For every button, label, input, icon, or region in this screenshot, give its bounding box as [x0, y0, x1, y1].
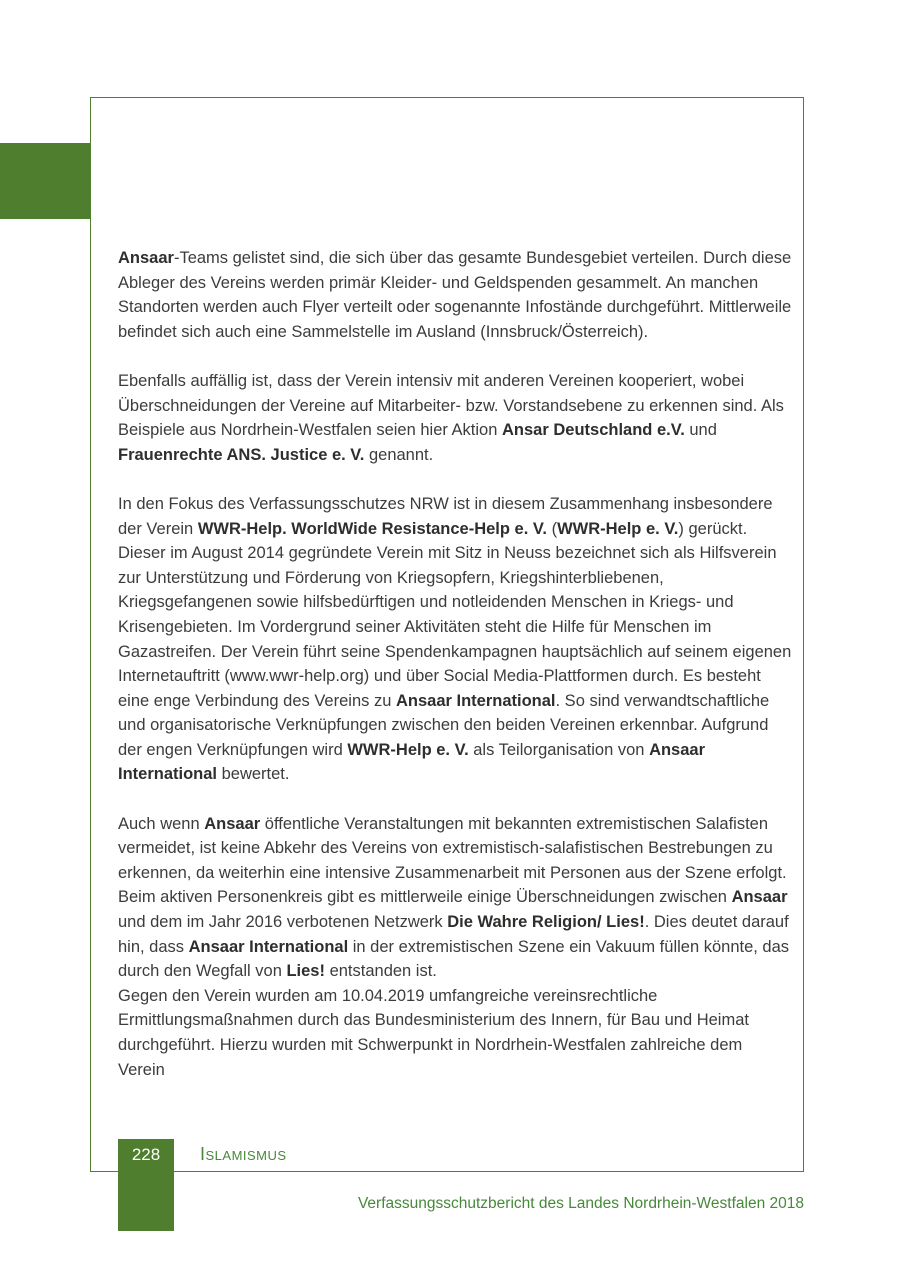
page-number: 228: [131, 1145, 161, 1164]
page-number-badge: [118, 1139, 174, 1231]
report-footer: Verfassungsschutzbericht des Landes Nordrhein-Westfalen 2018: [357, 1195, 804, 1212]
section-label: Islamismus: [200, 1144, 287, 1164]
chapter-side-tab: [0, 143, 90, 219]
paragraph: In den Fokus des Verfassungsschutzes NRW ist in diesem Zusammenhang insbesondere der Verein WWR-Help. WorldWide Resistance-Help e. V. (WWR-Help e. V.) gerückt. Dieser im August 2014 gegründete Verein mit Sitz in Neuss bezeichnet sich als Hilfsverein zur Unterstützung und Förderung von Kriegsopfern, Kriegshinterbliebenen, Kriegsgefangenen sowie hilfsbedürftigen und notleidenden Menschen in Kriegs- und Krisengebieten. Im Vordergrund seiner Aktivitäten steht die Hilfe für Menschen im Gazastreifen. Der Verein führt seine Spendenkampagnen hauptsächlich auf seinem eigenen Internetauftritt (www.wwr-help.org) und über Social Media-Plattformen durch. Es besteht eine enge Verbindung des Vereins zu Ansaar International. So sind verwandtschaftliche und organisatorische Verknüpfungen zwischen den beiden Vereinen erkennbar. Aufgrund der engen Verknüpfungen wird WWR-Help e. V. als Teilorganisation von Ansaar International bewertet.: [118, 494, 792, 784]
paragraph: Ansaar-Teams gelistet sind, die sich über das gesamte Bundesgebiet verteilen. Durch diese Ableger des Vereins werden primär Kleider- und Geldspenden gesammelt. An manchen Standorten werden auch Flyer verteilt oder sogenannte Infostände durchgeführt. Mittlerweile befindet sich auch eine Sammelstelle im Ausland (Innsbruck/Österreich).: [118, 249, 792, 341]
body-text: [118, 246, 792, 1107]
paragraph: Ebenfalls auffällig ist, dass der Verein intensiv mit anderen Vereinen kooperiert, wobei Überschneidungen der Vereine auf Mitarbeiter- bzw. Vorstandsebene zu erkennen sind. Als Beispiele aus Nordrhein-Westfalen seien hier Aktion Ansar Deutschland e.V. und Frauenrechte ANS. Justice e. V. genannt.: [118, 371, 784, 464]
paragraph: Gegen den Verein wurden am 10.04.2019 umfangreiche vereinsrechtliche Ermittlungsmaßnahmen durch das Bundesministerium des Innern, für Bau und Heimat durchgeführt. Hierzu wurden mit Schwerpunkt in Nordrhein-Westfalen zahlreiche dem Verein: [118, 986, 749, 1079]
paragraph: Auch wenn Ansaar öffentliche Veranstaltungen mit bekannten extremistischen Salafisten vermeidet, ist keine Abkehr des Vereins von extremistisch-salafistischen Bestrebungen zu erkennen, da weiterhin eine intensive Zusammenarbeit mit Personen aus der Szene erfolgt. Beim aktiven Personenkreis gibt es mittlerweile einige Überschneidungen zwischen Ansaar und dem im Jahr 2016 verbotenen Netzwerk Die Wahre Religion/ Lies!. Dies deutet darauf hin, dass Ansaar International in der extremistischen Szene ein Vakuum füllen könnte, das durch den Wegfall von Lies! entstanden ist.: [118, 814, 790, 981]
